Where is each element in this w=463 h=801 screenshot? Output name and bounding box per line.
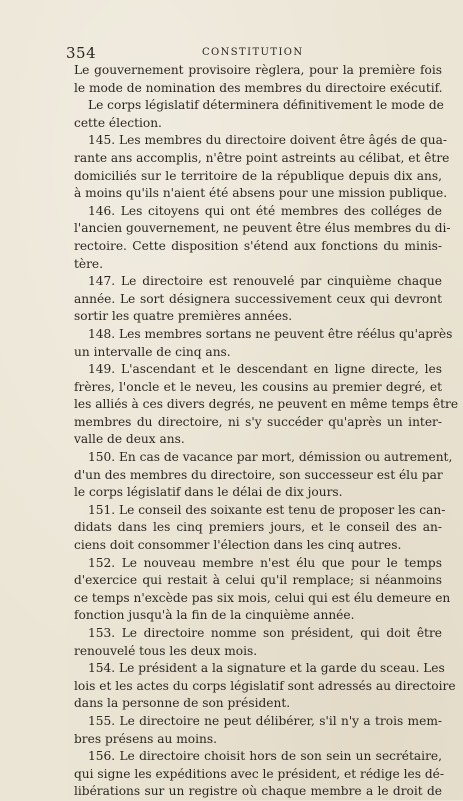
page-number: 354 <box>66 44 97 62</box>
body-text <box>74 62 459 801</box>
text-line: cette élection. <box>74 115 162 130</box>
text-line: frères, l'oncle et le neveu, les cousins au premier degré, et <box>74 379 442 394</box>
text-line: le corps législatif dans le délai de dix jours. <box>74 485 343 500</box>
text-line: 151. Le conseil des soixante est tenu de proposer les can- <box>88 502 446 517</box>
text-line: Le corps législatif déterminera définitivement le mode de <box>88 98 444 113</box>
text-line: d'exercice qui restait à celui qu'il remplace; si néanmoins <box>74 573 442 588</box>
text-line: à moins qu'ils n'aient été absens pour une mission publique. <box>74 186 448 201</box>
text-line: qui signe les expéditions avec le président, et rédige les dé- <box>74 766 444 781</box>
text-line: 155. Le directoire ne peut délibérer, s'il n'y a trois mem- <box>88 713 442 728</box>
text-line: fonction jusqu'à la fin de la cinquième année. <box>74 608 355 623</box>
text-line: d'un des membres du directoire, son successeur est élu par <box>74 467 443 482</box>
text-line: rectoire. Cette disposition s'étend aux fonctions du minis- <box>74 238 442 253</box>
text-line: sortir les quatre premières années. <box>74 309 293 324</box>
text-line: 150. En cas de vacance par mort, démission ou autrement, <box>88 450 453 465</box>
text-line: 154. Le président a la signature et la garde du sceau. Les <box>88 661 445 676</box>
text-line: ce temps n'excède pas six mois, celui qui est élu demeure en <box>74 590 451 605</box>
text-line: le mode de nomination des membres du directoire exécutif. <box>74 80 443 95</box>
text-line: renouvelé tous les deux mois. <box>74 643 258 658</box>
text-line: 147. Le directoire est renouvelé par cinquième chaque <box>88 274 442 289</box>
text-line: tère. <box>74 256 104 271</box>
text-line: membres du directoire, ni s'y succéder qu'après un inter- <box>74 414 442 429</box>
text-line: 156. Le directoire choisit hors de son sein un secrétaire, <box>88 749 442 764</box>
running-head: CONSTITUTION <box>202 47 304 58</box>
text-line: 149. L'ascendant et le descendant en ligne directe, les <box>88 362 442 377</box>
page-header <box>66 44 438 62</box>
text-line: 146. Les citoyens qui ont été membres des colléges de <box>88 203 442 218</box>
text-line: année. Le sort désignera successivement ceux qui devront <box>74 291 442 306</box>
text-line: bres présens au moins. <box>74 731 218 746</box>
text-line: 148. Les membres sortans ne peuvent être réélus qu'après <box>88 326 453 341</box>
text-line: un intervalle de cinq ans. <box>74 344 231 359</box>
text-line: domiciliés sur le territoire de la république depuis dix ans, <box>74 168 442 183</box>
text-line: libérations sur un registre où chaque membre a le droit de <box>74 784 442 799</box>
text-line: les alliés à ces divers degrés, ne peuvent en même temps être <box>74 397 459 412</box>
text-line: dans la personne de son président. <box>74 696 291 711</box>
text-line: didats dans les cinq premiers jours, et le conseil des an- <box>74 520 442 535</box>
text-line: ciens doit consommer l'élection dans les cinq autres. <box>74 538 402 553</box>
text-line: 153. Le directoire nomme son président, qui doit être <box>88 626 442 640</box>
text-line: 145. Les membres du directoire doivent être âgés de qua- <box>88 133 447 148</box>
text-line: valle de deux ans. <box>74 432 185 447</box>
text-line: lois et les actes du corps législatif sont adressés au directoire <box>74 678 456 693</box>
text-line: Le gouvernement provisoire règlera, pour la première fois <box>74 63 442 77</box>
text-line: rante ans accomplis, n'être point astreints au célibat, et être <box>74 150 450 165</box>
text-line: l'ancien gouvernement, ne peuvent être élus membres du di- <box>74 221 451 236</box>
text-line: 152. Le nouveau membre n'est élu que pour le temps <box>88 555 442 570</box>
